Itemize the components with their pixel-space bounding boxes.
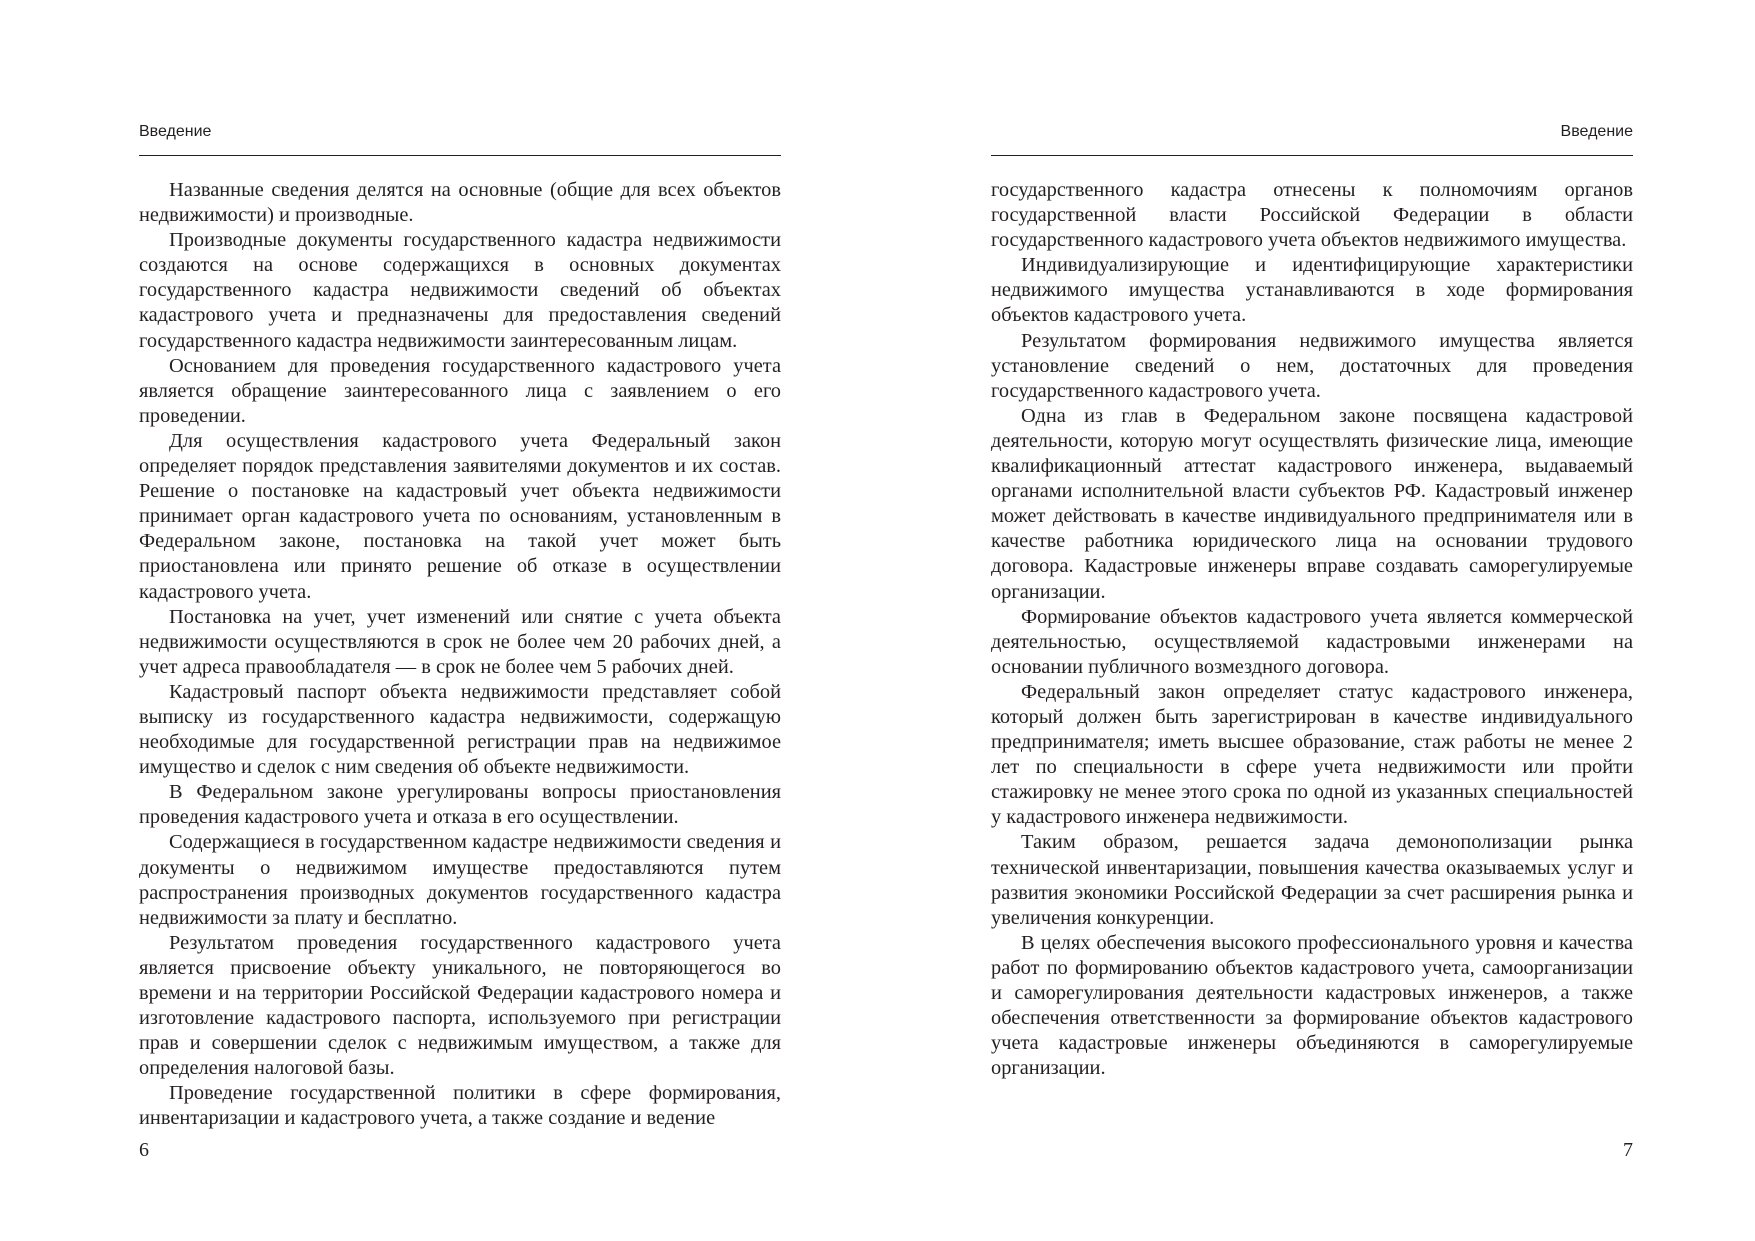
paragraph: Постановка на учет, учет изменений или снятие с учета объекта недвижимости осуществляются в срок не более чем 20 рабочих дней, а учет адреса правообладателя — в срок не более чем 5 рабочих дней. <box>139 605 781 678</box>
page-number-right: 7 <box>1623 1139 1633 1161</box>
left-page <box>139 0 781 1241</box>
left-page-body <box>139 178 781 1132</box>
paragraph-continuation: государственного кадастра отнесены к полномочиям органов государственной власти Российской Федерации в области государственного кадастрового учета объектов недвижимого имущества. <box>991 179 1633 252</box>
paragraph: Проведение государственной политики в сфере формирования, инвентаризации и кадастрового учета, а также создание и ведение <box>139 1082 781 1130</box>
paragraph: В целях обеспечения высокого профессионального уровня и качества работ по формированию объектов кадастрового учета, самоорганизации и саморегулирования деятельности кадастровых инженеров, а также обеспечения ответственности за формирование объектов кадастрового учета кадастровые инженеры объединяются в саморегулируемые организации. <box>991 931 1633 1080</box>
running-head-left: Введение <box>139 123 212 140</box>
paragraph: В Федеральном законе урегулированы вопросы приостановления проведения кадастрового учета и отказа в его осуществлении. <box>139 781 781 829</box>
page-number-left: 6 <box>139 1139 149 1161</box>
paragraph: Индивидуализирующие и идентифицирующие характеристики недвижимого имущества устанавливаются в ходе формирования объектов кадастрового учета. <box>991 254 1633 327</box>
paragraph: Содержащиеся в государственном кадастре недвижимости сведения и документы о недвижимом имуществе предоставляются путем распространения производных документов государственного кадастра недвижимости за плату и бесплатно. <box>139 831 781 929</box>
paragraph: Формирование объектов кадастрового учета является коммерческой деятельностью, осуществляемой кадастровыми инженерами на основании публичного возмездного договора. <box>991 605 1633 678</box>
paragraph: Основанием для проведения государственного кадастрового учета является обращение заинтересованного лица с заявлением о его проведении. <box>139 354 781 427</box>
header-rule-left <box>139 155 781 156</box>
paragraph: Федеральный закон определяет статус кадастрового инженера, который должен быть зарегистрирован в качестве индивидуального предпринимателя; иметь высшее образование, стаж работы не менее 2 лет по специальности в сфере учета недвижимости или пройти стажировку не менее этого срока по одной из указанных специальностей у кадастрового инженера недвижимости. <box>991 680 1633 829</box>
paragraph: Кадастровый паспорт объекта недвижимости представляет собой выписку из государственного кадастра недвижимости, содержащую необходимые для государственной регистрации прав на недвижимое имущество и сделок с ним сведения об объекте недвижимости. <box>139 680 781 779</box>
paragraph: Производные документы государственного кадастра недвижимости создаются на основе содержащихся в основных документах государственного кадастра недвижимости сведений об объектах кадастрового учета и предназначены для предоставления сведений государственного кадастра недвижимости заинтересованным лицам. <box>139 229 781 352</box>
paragraph: Результатом проведения государственного кадастрового учета является присвоение объекту уникального, не повторяющегося во времени и на территории Российской Федерации кадастрового номера и изготовление кадастрового паспорта, используемого при регистрации прав и совершении сделок с недвижимым имуществом, а также для определения налоговой базы. <box>139 931 781 1080</box>
right-page <box>991 0 1633 1241</box>
header-rule-right <box>991 155 1633 156</box>
paragraph: Для осуществления кадастрового учета Федеральный закон определяет порядок представления заявителями документов и их состав. Решение о постановке на кадастровый учет объекта недвижимости принимает орган кадастрового учета по основаниям, установленным в Федеральном законе, постановка на такой учет может быть приостановлена или принято решение об отказе в осуществлении кадастрового учета. <box>139 429 781 603</box>
paragraph: Результатом формирования недвижимого имущества является установление сведений о нем, достаточных для проведения государственного кадастрового учета. <box>991 329 1633 402</box>
running-head-right: Введение <box>1560 123 1633 140</box>
paragraph: Названные сведения делятся на основные (общие для всех объектов недвижимости) и производные. <box>139 179 781 227</box>
paragraph: Одна из глав в Федеральном законе посвящена кадастровой деятельности, которую могут осуществлять физические лица, имеющие квалификационный аттестат кадастрового инженера, выдаваемый органами исполнительной власти субъектов РФ. Кадастровый инженер может действовать в качестве индивидуального предпринимателя или в качестве работника юридического лица на основании трудового договора. Кадастровые инженеры вправе создавать саморегулируемые организации. <box>991 404 1633 603</box>
paragraph: Таким образом, решается задача демонополизации рынка технической инвентаризации, повышения качества оказываемых услуг и развития экономики Российской Федерации за счет расширения рынка и увеличения конкуренции. <box>991 831 1633 929</box>
right-page-body <box>991 178 1633 1081</box>
